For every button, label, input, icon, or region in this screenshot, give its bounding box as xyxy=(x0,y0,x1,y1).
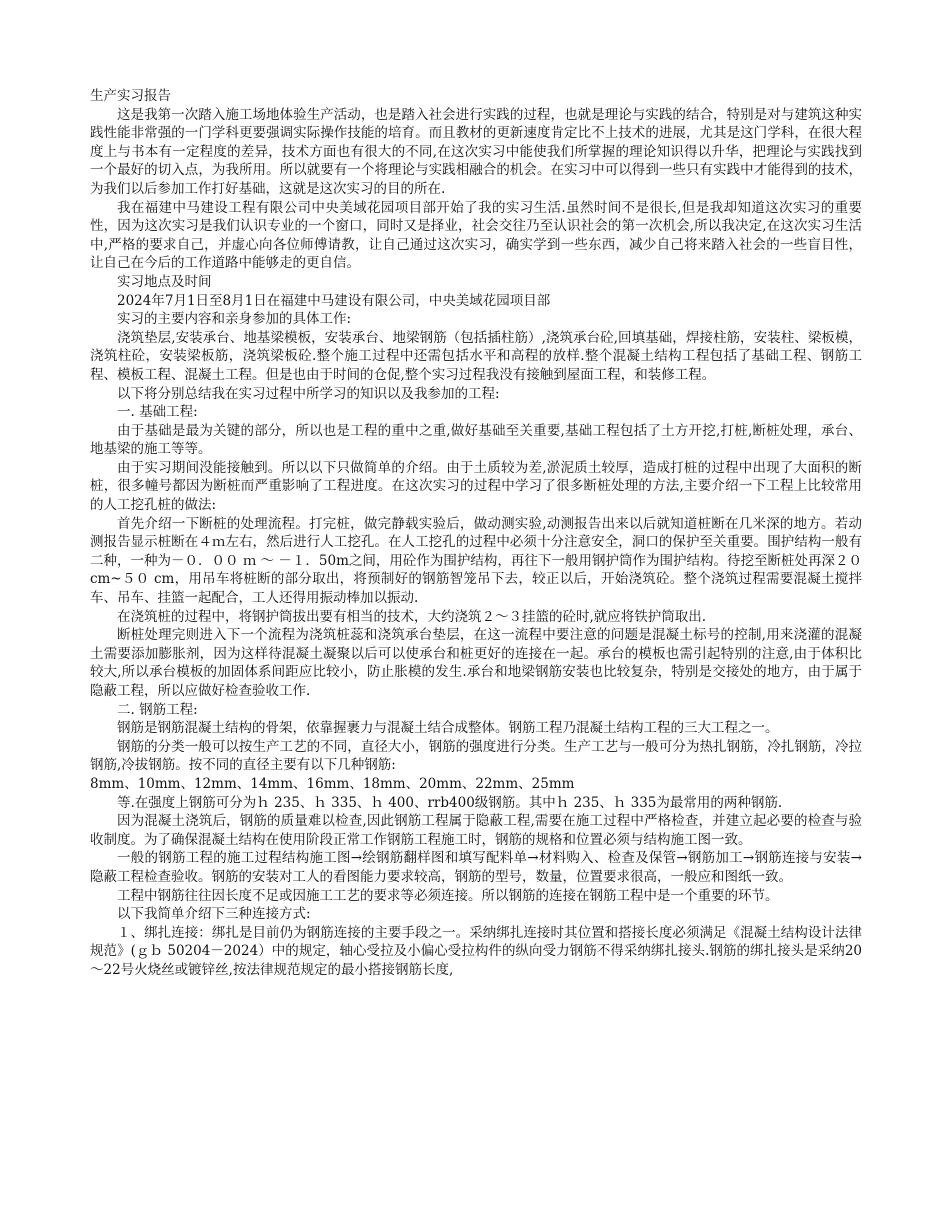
paragraph: 断桩处理完则进入下一个流程为浇筑桩蕊和浇筑承台垫层，在这一流程中要注意的问题是混凝土标号的控制,用来浇灌的混凝土需要添加膨胀剂，因为这样待混凝土凝聚以后可以使承台和桩更好的连接在一起。承台的模板也需引起特别的注意,由于体积比较大,所以承台模板的加固体系间距应比较小，防止胀模的发生.承台和地梁钢筋安装也比较复杂，特别是交接处的地方，由于属于隐蔽工程，所以应做好检查验收工作. xyxy=(90,627,862,699)
paragraph: 一般的钢筋工程的施工过程结构施工图→绘钢筋翻样图和填写配料单→材料购入、检查及保管→钢筋加工→钢筋连接与安装→隐蔽工程检查验收。钢筋的安装对工人的看图能力要求较高，钢筋的型号，数量，位置要求很高，一般应和图纸一致。 xyxy=(90,850,862,885)
paragraph: 这是我第一次踏入施工场地体验生产活动，也是踏入社会进行实践的过程，也就是理论与实践的结合，特别是对与建筑这种实践性能非常强的一门学科更要强调实际操作技能的培育。而且教材的更新速度肯定比不上技术的进展，尤其是这门学科，在很大程度上与书本有一定程度的差异，技术方面也有很大的不同,在这次实习中能使我们所掌握的理论知识得以升华，把理论与实践找到一个最好的切入点，为我所用。所以就要有一个将理论与实践相融合的机会。在实习中可以得到一些只有实践中才能得到的技术，为我们以后参加工作打好基础，这就是这次实习的目的所在. xyxy=(90,106,862,197)
paragraph: 我在福建中马建设工程有限公司中央美域花园项目部开始了我的实习生活.虽然时间不是很长,但是我却知道这次实习的重要性，因为这次实习是我们认识专业的一个窗口，同时又是择业，社会交往乃至认识社会的第一次机会,所以我决定,在这次实习生活中,严格的要求自己，并虚心向各位师傅请教，让自己通过这次实习，确实学到一些东西，减少自己将来踏入社会的一些盲目性，让自己在今后的工作道路中能够走的更自信。 xyxy=(90,199,862,272)
report-title: 生产实习报告 xyxy=(90,88,171,104)
paragraph: 实习的主要内容和亲身参加的具体工作: xyxy=(117,311,352,328)
paragraph: 由于基础是最为关键的部分，所以也是工程的重中之重,做好基础至关重要,基础工程包括了土方开挖,打桩,断桩处理，承台、地基梁的施工等等。 xyxy=(90,422,862,458)
paragraph: 因为混凝土浇筑后，钢筋的质量难以检查,因此钢筋工程属于隐蔽工程,需要在施工过程中严格检查，并建立起必要的检查与验收制度。为了确保混凝土结构在使用阶段正常工作钢筋工程施工时，钢筋的规格和位置必须与结构施工图一致。 xyxy=(90,813,862,848)
paragraph: 工程中钢筋往往因长度不足或因施工工艺的要求等必须连接。所以钢筋的连接在钢筋工程中是一个重要的环节。 xyxy=(117,887,779,904)
section-heading: 二. 钢筋工程: xyxy=(117,701,198,718)
paragraph: １、绑扎连接：绑扎是目前仍为钢筋连接的主要手段之一。采纳绑扎连接时其位置和搭接长度必须满足《混凝土结构设计法律规范》(ｇｂ 50204－2024）中的规定，轴心受拉及小偏心受拉构件的纵向受力钢筋不得采纳绑扎接头.钢筋的绑扎接头是采纳20～22号火烧丝或镀锌丝,按法律规范规定的最小搭接钢筋长度, xyxy=(90,924,862,978)
paragraph: 2024年7月1日至8月1日在福建中马建设有限公司，中央美域花园项目部 xyxy=(117,292,551,309)
paragraph: 首先介绍一下断桩的处理流程。打完桩，做完静载实验后，做动测实验,动测报告出来以后就知道桩断在几米深的地方。若动测报告显示桩断在４ｍ左右，然后进行人工挖孔。在人工挖孔的过程中必须十分注意安全，洞口的保护至关重要。围护结构一般有二种，一种为－０．００ ｍ ～ －１．50m之间，用砼作为围护结构，再往下一般用钢护筒作为围护结构。待挖至断桩处再深２０ cm~５０ cm，用吊车将桩断的部分取出，将预制好的钢筋智笼吊下去，较正以后，开始浇筑砼。整个浇筑过程需要混凝土搅拌车、吊车、挂篮一起配合，工人还得用振动棒加以振动. xyxy=(90,515,862,607)
section-heading: 一. 基础工程: xyxy=(117,404,198,421)
section-heading: 实习地点及时间 xyxy=(117,273,212,290)
paragraph: 以下将分别总结我在实习过程中所学习的知识以及我参加的工程: xyxy=(117,385,500,402)
paragraph: 浇筑垫层,安装承台、地基梁模板，安装承台、地梁钢筋（包括插柱筋）,浇筑承台砼,回填基础，焊接柱筋，安装柱、梁板模，浇筑柱砼，安装梁板筋，浇筑梁板砼.整个施工过程中还需包括水平和高程的放样.整个混凝土结构工程包括了基础工程、钢筋工程、模板工程、混凝土工程。但是也由于时间的仓促,整个实习过程我没有接触到屋面工程，和装修工程。 xyxy=(90,329,862,383)
paragraph: 以下我简单介绍下三种连接方式: xyxy=(117,906,311,923)
rebar-sizes-line: 8mm、10mm、12mm、14mm、16mm、18mm、20mm、22mm、25mm xyxy=(90,775,575,792)
paragraph: 等.在强度上钢筋可分为ｈ 235、ｈ 335、ｈ 400、rrb400级钢筋。其中ｈ 235、ｈ 335为最常用的两种钢筋. xyxy=(117,794,783,811)
paragraph: 钢筋的分类一般可以按生产工艺的不同，直径大小，钢筋的强度进行分类。生产工艺与一般可分为热扎钢筋，冷扎钢筋，冷拉钢筋,冷拔钢筋。按不同的直径主要有以下几种钢筋: xyxy=(90,738,862,774)
report-document xyxy=(90,87,862,980)
paragraph: 由于实习期间没能接触到。所以以下只做简单的介绍。由于土质较为差,淤泥质土较厚，造成打桩的过程中出现了大面积的断桩，很多幢号都因为断桩而严重影响了工程进度。在这次实习的过程中学习了很多断桩处理的方法,主要介绍一下工程上比较常用的人工挖孔桩的做法: xyxy=(90,459,862,514)
paragraph: 在浇筑桩的过程中，将钢护筒拔出要有相当的技术，大约浇筑２～３挂篮的砼时,就应将铁护筒取出. xyxy=(117,608,707,625)
paragraph: 钢筋是钢筋混凝土结构的骨架，依靠握裹力与混凝土结合成整体。钢筋工程乃混凝土结构工程的三大工程之一。 xyxy=(117,720,779,737)
